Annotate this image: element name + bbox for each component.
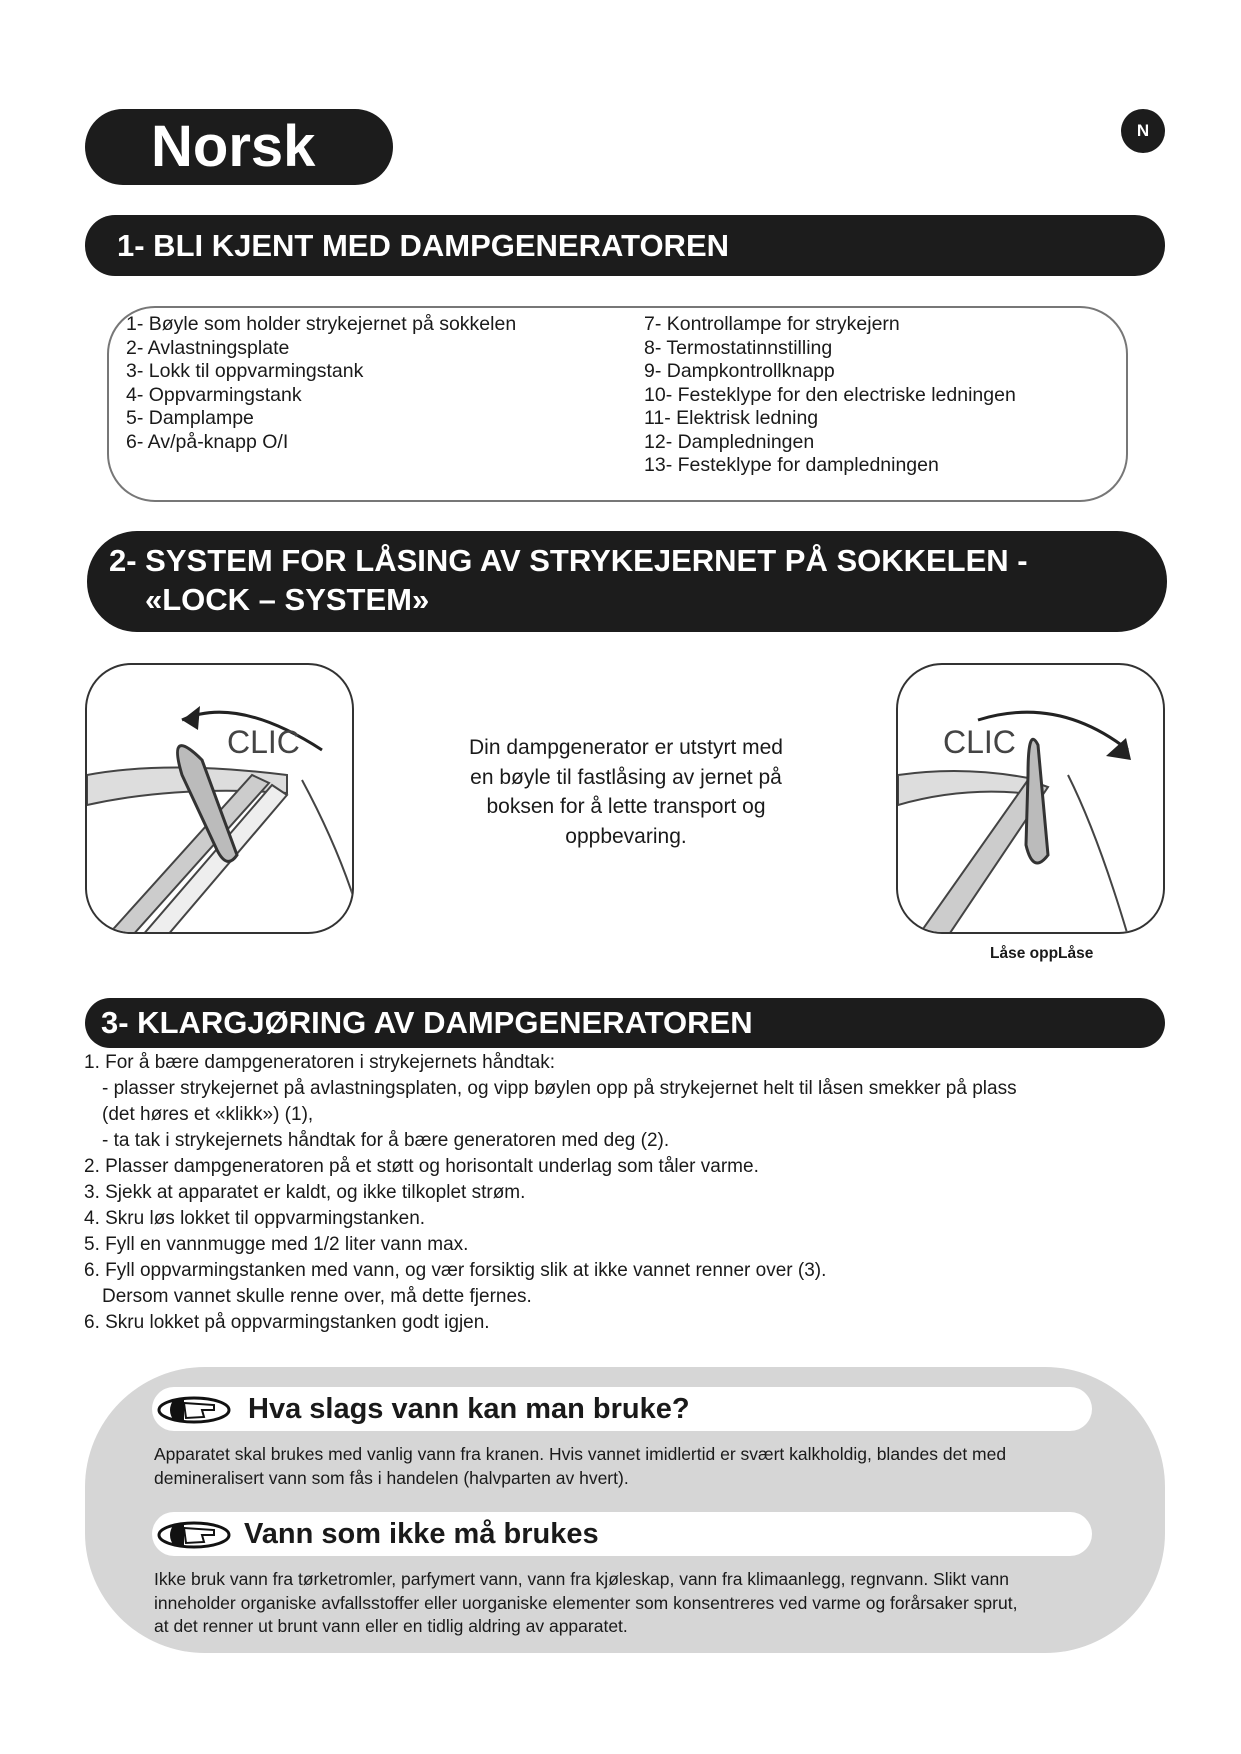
step-item: - plasser strykejernet på avlastningsplaten, og vipp bøylen opp på strykejernet helt til låsen smekker på plass [102, 1078, 1017, 1099]
step-item: 1. For å bære dampgeneratoren i strykejernets håndtak: [84, 1052, 556, 1073]
part-item: 5- Damplampe [126, 407, 254, 429]
lock-illustration [85, 663, 354, 934]
step-item: 2. Plasser dampgeneratoren på et støtt og horisontalt underlag som tåler varme. [84, 1156, 759, 1177]
tip-title: Hva slags vann kan man bruke? [248, 1393, 690, 1425]
step-item: 4. Skru løs lokket til oppvarmingstanken. [84, 1208, 426, 1229]
clic-label: CLIC [227, 724, 300, 760]
parts-list-left [126, 313, 516, 454]
tip-heading-water-type [152, 1387, 1092, 1431]
tip-title: Vann som ikke må brukes [244, 1518, 599, 1550]
pointing-hand-icon [156, 1395, 232, 1425]
part-item: 10- Festeklype for den electriske ledningen [644, 383, 1016, 406]
tip-text [154, 1443, 1094, 1490]
lock-description [430, 733, 822, 851]
step-item: (det høres et «klikk») (1), [102, 1104, 314, 1125]
clic-label: CLIC [943, 724, 1016, 760]
preparation-steps [84, 1050, 1124, 1336]
section-2-heading [87, 531, 1167, 632]
step-item: 3. Sjekk at apparatet er kaldt, og ikke tilkoplet strøm. [84, 1182, 526, 1203]
part-item: 6- Av/på-knapp O/I [126, 430, 289, 453]
text-line: Ikke bruk vann fra tørketromler, parfymert vann, vann fra kjøleskap, vann fra klimaanlegg, regnvann. Slikt vann [154, 1569, 1009, 1589]
heading-line: «LOCK – SYSTEM» [145, 582, 430, 617]
part-item: 1- Bøyle som holder strykejernet på sokkelen [126, 313, 517, 335]
part-item: 4- Oppvarmingstank [126, 383, 302, 406]
text-line: inneholder organiske avfallsstoffer eller uorganiske elementer som konsentreres ved varme og forårsaker sprut, [154, 1592, 1018, 1613]
part-item: 12- Dampledningen [644, 430, 815, 453]
pointing-hand-icon [156, 1520, 232, 1550]
description-line: boksen for å lette transport og [486, 795, 766, 818]
language-badge: N [1121, 109, 1165, 153]
description-line: Din dampgenerator er utstyrt med [469, 736, 783, 759]
text-line: demineralisert vann som fås i handelen (halvparten av hvert). [154, 1467, 629, 1488]
text-line: Apparatet skal brukes med vanlig vann fra kranen. Hvis vannet imidlertid er svært kalkholdig, blandes det med [154, 1444, 1007, 1464]
part-item: 11- Elektrisk ledning [644, 407, 819, 429]
part-item: 7- Kontrollampe for strykejern [644, 313, 900, 335]
description-line: en bøyle til fastlåsing av jernet på [470, 765, 782, 789]
unlock-illustration [896, 663, 1165, 934]
step-item: 5. Fyll en vannmugge med 1/2 liter vann max. [84, 1234, 469, 1255]
step-item: 6. Skru lokket på oppvarmingstanken godt igjen. [84, 1312, 490, 1333]
step-item: Dersom vannet skulle renne over, må dette fjernes. [102, 1286, 532, 1307]
heading-line: 2- SYSTEM FOR LÅSING AV STRYKEJERNET PÅ SOKKELEN - [109, 543, 1028, 578]
section-3-heading: 3- KLARGJØRING AV DAMPGENERATOREN [85, 998, 1165, 1048]
part-item: 8- Termostatinnstilling [644, 336, 833, 359]
parts-list-right [644, 313, 1016, 478]
part-item: 3- Lokk til oppvarmingstank [126, 360, 364, 382]
description-line: oppbevaring. [565, 824, 687, 848]
illustration-caption: Låse oppLåse [990, 945, 1094, 962]
part-item: 9- Dampkontrollknapp [644, 360, 835, 382]
part-item: 13- Festeklype for dampledningen [644, 454, 939, 476]
text-line: at det renner ut brunt vann eller en tidlig aldring av apparatet. [154, 1616, 628, 1636]
language-title: Norsk [85, 109, 393, 185]
part-item: 2- Avlastningsplate [126, 336, 290, 359]
step-item: - ta tak i strykejernets håndtak for å bære generatoren med deg (2). [102, 1130, 670, 1151]
step-item: 6. Fyll oppvarmingstanken med vann, og vær forsiktig slik at ikke vannet renner over (3). [84, 1260, 827, 1281]
section-1-heading: 1- BLI KJENT MED DAMPGENERATOREN [85, 215, 1165, 276]
tip-text [154, 1568, 1094, 1639]
tip-heading-forbidden-water [152, 1512, 1092, 1556]
